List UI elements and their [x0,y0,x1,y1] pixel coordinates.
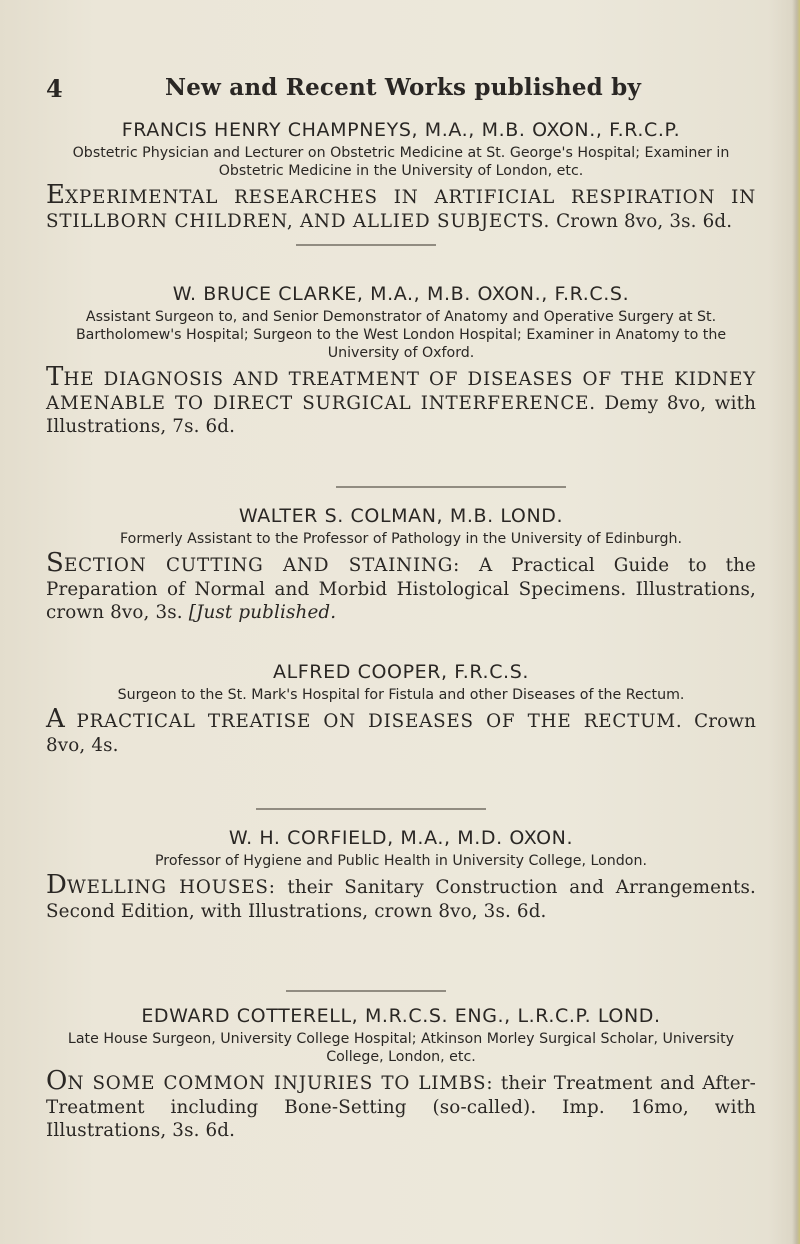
page-edge [792,0,800,1244]
entry-description: Assistant Surgeon to, and Senior Demonstrator of Anatomy and Operative Surgery at St. Bartholomew's Hospital; Surgeon to the West London Hospital; Examiner in Anatomy to the University of Oxford. [75,309,727,361]
entry-author: WALTER S. COLMAN, M.B. LOND. [238,505,564,527]
catalogue-entry [46,660,756,757]
running-head [46,70,760,106]
section-divider [286,990,446,992]
catalogue-entry [46,1004,756,1143]
entry-author: W. BRUCE CLARKE, M.A., M.B. OXON., F.R.C.S. [172,283,630,305]
section-divider [256,808,486,810]
title-rest: Crown 8vo, 3s. 6d. [556,210,733,232]
entry-title [46,362,756,439]
running-title: New and Recent Works published by [164,74,642,101]
title-caps: XPERIMENTAL RESEARCHES IN ARTIFICIAL RESPIRATION IN STILLBORN CHILDREN, AND ALLIED SUBJECTS. [46,187,756,232]
title-initial: T [46,362,64,392]
entry-title [46,180,756,233]
page-number: 4 [46,74,63,103]
entry-title [46,1066,756,1143]
entry-author: EDWARD COTTERELL, M.R.C.S. ENG., L.R.C.P. LOND. [141,1005,661,1027]
title-initial: O [46,1066,68,1096]
entry-author: FRANCIS HENRY CHAMPNEYS, M.A., M.B. OXON., F.R.C.P. [121,119,681,141]
title-rest: their Sanitary Construction and Arrangements. Second Edition, with Illustrations, crown 8vo, 3s. 6d. [46,877,757,922]
title-caps: N SOME COMMON INJURIES TO LIMBS: [67,1073,494,1094]
catalogue-entry [46,118,756,233]
title-initial: E [46,180,66,210]
entry-title [46,548,756,625]
catalogue-entry [46,282,756,439]
section-divider [336,486,566,488]
entry-description: Surgeon to the St. Mark's Hospital for Fistula and other Diseases of the Rectum. [117,687,685,703]
title-rest: Crown 8vo, 4s. [46,711,757,756]
entry-description: Late House Surgeon, University College Hospital; Atkinson Morley Surgical Scholar, University College, London, etc. [67,1031,735,1065]
entry-description: Professor of Hygiene and Public Health in University College, London. [155,853,647,869]
catalogue-entry [46,826,756,923]
title-caps: WELLING HOUSES: [67,877,276,898]
title-initial: A [46,704,65,734]
title-caps: HE DIAGNOSIS AND TREATMENT OF DISEASES OF THE KIDNEY AMENABLE TO DIRECT SURGICAL INTERFERENCE. [46,369,756,414]
section-divider [296,244,436,246]
title-rest: their Treatment and After-Treatment including Bone-Setting (so-called). Imp. 16mo, with Illustrations, 3s. 6d. [46,1073,756,1141]
entry-note: [Just published. [188,602,337,623]
title-rest: A Practical Guide to the Preparation of Normal and Morbid Histological Specimens. Illustrations, crown 8vo, 3s. [46,555,756,623]
title-initial: D [46,870,67,900]
entry-author: W. H. CORFIELD, M.A., M.D. OXON. [228,827,574,849]
entry-title [46,704,757,757]
entry-description: Formerly Assistant to the Professor of Pathology in the University of Edinburgh. [120,531,682,547]
title-initial: S [46,548,64,578]
entry-description: Obstetric Physician and Lecturer on Obstetric Medicine at St. George's Hospital; Examiner in Obstetric Medicine in the University of London, etc. [72,145,730,179]
title-rest: Demy 8vo, with Illustrations, 7s. 6d. [46,392,756,437]
catalogue-entry [46,504,756,625]
title-caps: ECTION CUTTING AND STAINING: [63,555,461,576]
entry-author: ALFRED COOPER, F.R.C.S. [273,661,529,683]
entry-title [46,870,757,923]
title-caps: PRACTICAL TREATISE ON DISEASES OF THE RECTUM. [76,711,683,732]
